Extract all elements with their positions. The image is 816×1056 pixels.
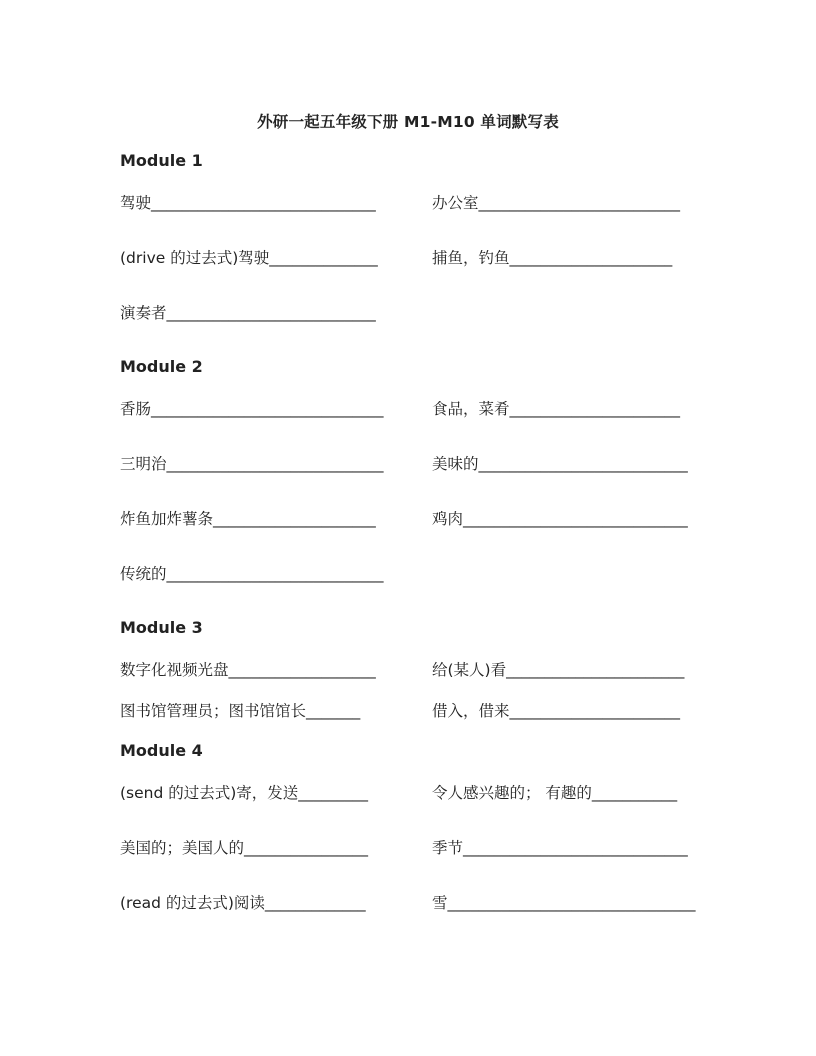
module-heading: Module 2 (120, 357, 203, 376)
vocab-item: 美味的___________________________ (432, 455, 688, 473)
module-heading: Module 3 (120, 618, 203, 637)
vocab-item: 驾驶_____________________________ (120, 194, 376, 212)
module-heading: Module 1 (120, 151, 203, 170)
vocab-item: 图书馆管理员；图书馆馆长_______ (120, 702, 361, 720)
vocab-item: 三明治____________________________ (120, 455, 384, 473)
vocab-item: 雪________________________________ (432, 894, 696, 912)
vocab-item: 办公室__________________________ (432, 194, 681, 212)
vocab-item: 香肠______________________________ (120, 400, 384, 418)
module-heading: Module 4 (120, 741, 203, 760)
vocab-item: (drive 的过去式)驾驶______________ (120, 249, 378, 267)
vocab-item: (read 的过去式)阅读_____________ (120, 894, 366, 912)
vocab-item: 演奏者___________________________ (120, 304, 376, 322)
vocab-item: 季节_____________________________ (432, 839, 688, 857)
vocab-item: (send 的过去式)寄，发送_________ (120, 784, 369, 802)
vocab-item: 令人感兴趣的； 有趣的___________ (432, 784, 678, 802)
vocab-item: 炸鱼加炸薯条_____________________ (120, 510, 376, 528)
vocab-item: 美国的；美国人的________________ (120, 839, 369, 857)
vocab-item: 捕鱼，钓鱼_____________________ (432, 249, 673, 267)
vocab-item: 鸡肉_____________________________ (432, 510, 688, 528)
vocab-item: 食品，菜肴______________________ (432, 400, 681, 418)
vocab-item: 数字化视频光盘___________________ (120, 661, 376, 679)
document-title: 外研一起五年级下册 M1-M10 单词默写表 (257, 113, 559, 131)
vocab-item: 借入，借来______________________ (432, 702, 681, 720)
vocab-item: 传统的____________________________ (120, 565, 384, 583)
vocab-item: 给(某人)看_______________________ (432, 661, 685, 679)
